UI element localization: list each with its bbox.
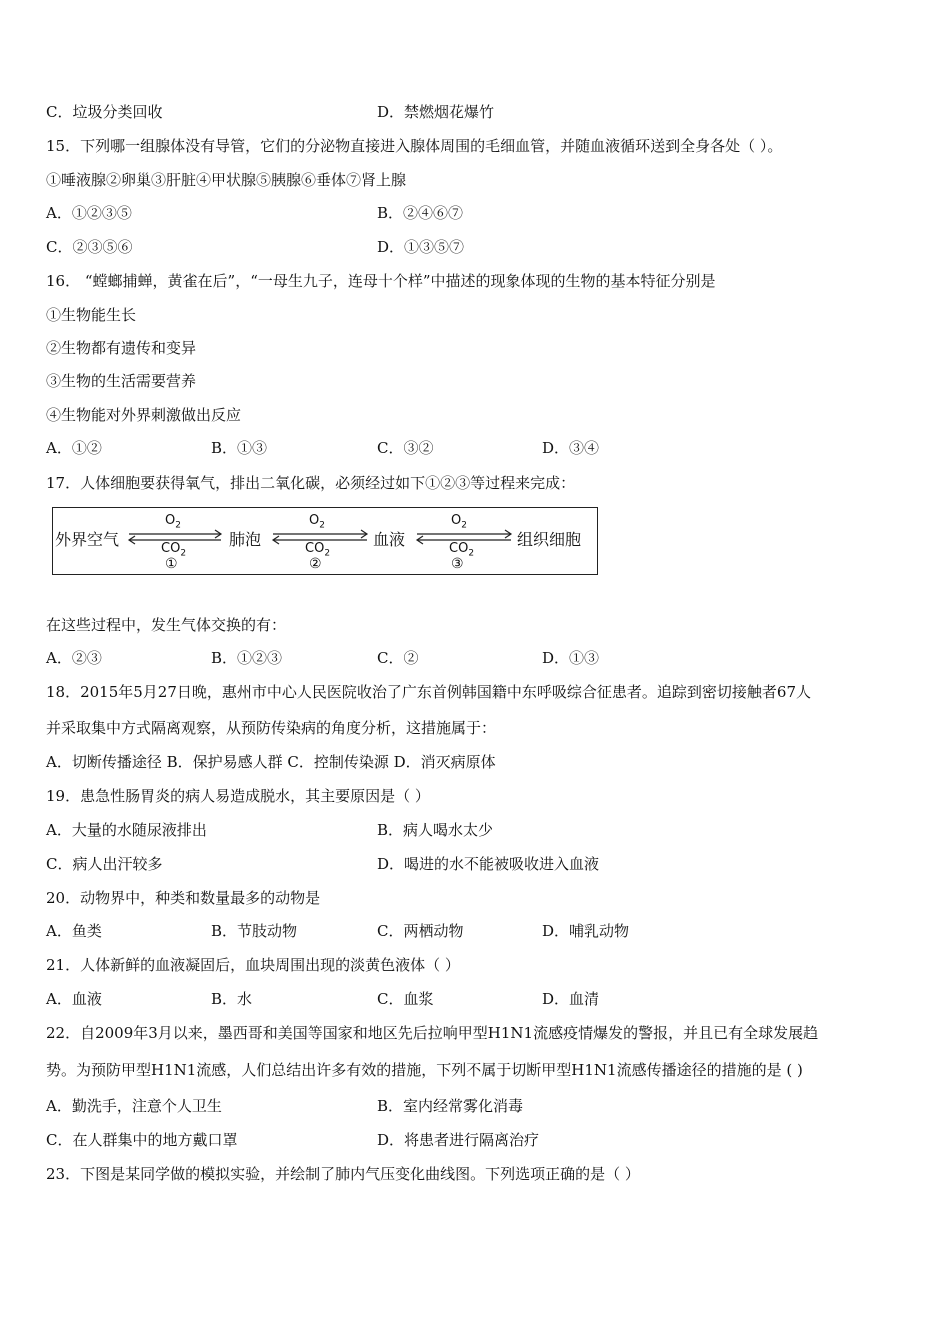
q17-option-c: C．② xyxy=(377,649,419,667)
q17-stem: 17．人体细胞要获得氧气，排出二氧化碳，必须经过如下①②③等过程来完成： xyxy=(46,474,576,492)
q16-option-c: C．③② xyxy=(377,439,434,457)
co2-label-3: $CO_2$ xyxy=(449,541,475,559)
node-outside-air: 外界空气 xyxy=(55,530,120,549)
q15-option-a: A．①②③⑤ xyxy=(46,204,132,222)
q21-stem: 21．人体新鲜的血液凝固后，血块周围出现的淡黄色液体（ ） xyxy=(46,956,460,974)
q15-option-b: B．②④⑥⑦ xyxy=(377,204,464,222)
q22-option-a: A．勤洗手，注意个人卫生 xyxy=(46,1097,222,1115)
q18-options: A．切断传播途径 B．保护易感人群 C．控制传染源 D．消灭病原体 xyxy=(46,753,496,771)
q17-option-d: D．①③ xyxy=(542,649,600,667)
q14-option-d: D．禁燃烟花爆竹 xyxy=(377,103,495,121)
q16-stem: 16． “螳螂捕蝉，黄雀在后”，“一母生九子，连母十个样”中描述的现象体现的生物的基本特征分别是 xyxy=(46,272,716,290)
q20-option-b: B．节肢动物 xyxy=(211,922,298,940)
q16-statement-1: ①生物能生长 xyxy=(46,306,137,324)
q19-option-b: B．病人喝水太少 xyxy=(377,821,494,839)
q17-option-a: A．②③ xyxy=(46,649,102,667)
q21-option-d: D．血清 xyxy=(542,990,600,1008)
q16-option-a: A．①② xyxy=(46,439,102,457)
q21-option-a: A．血液 xyxy=(46,990,102,1008)
co2-label-2: $CO_2$ xyxy=(305,541,331,559)
q15-option-c: C．②③⑤⑥ xyxy=(46,238,133,256)
q20-stem: 20．动物界中，种类和数量最多的动物是 xyxy=(46,889,321,907)
q19-option-a: A．大量的水随尿液排出 xyxy=(46,821,207,839)
node-alveoli: 肺泡 xyxy=(229,530,262,549)
q18-stem-line1: 18．2015年5月27日晚，惠州市中心人民医院收治了广东首例韩国籍中东呼吸综合征患者。追踪到密切接触者67人 xyxy=(46,683,811,701)
step-marker-2: ② xyxy=(309,556,322,572)
q22-option-c: C．在人群集中的地方戴口罩 xyxy=(46,1131,238,1149)
q19-stem: 19．患急性肠胃炎的病人易造成脱水，其主要原因是（ ） xyxy=(46,787,430,805)
q15-option-d: D．①③⑤⑦ xyxy=(377,238,465,256)
q19-option-c: C．病人出汗较多 xyxy=(46,855,163,873)
q19-option-d: D．喝进的水不能被吸收进入血液 xyxy=(377,855,600,873)
q22-option-b: B．室内经常雾化消毒 xyxy=(377,1097,524,1115)
o2-label-2: $O_2$ xyxy=(309,513,325,531)
q20-option-c: C．两栖动物 xyxy=(377,922,464,940)
node-blood: 血液 xyxy=(373,530,406,549)
gas-exchange-diagram xyxy=(52,507,598,575)
q22-stem-line2: 势。为预防甲型H1N1流感，人们总结出许多有效的措施，下列不属于切断甲型H1N1流感传播途径的措施的是 ( ) xyxy=(46,1061,803,1079)
q21-option-b: B．水 xyxy=(211,990,253,1008)
q23-stem: 23．下图是某同学做的模拟实验，并绘制了肺内气压变化曲线图。下列选项正确的是（ ） xyxy=(46,1165,640,1183)
q17-option-b: B．①②③ xyxy=(211,649,283,667)
q18-stem-line2: 并采取集中方式隔离观察，从预防传染病的角度分析，这措施属于： xyxy=(46,719,497,737)
q20-option-a: A．鱼类 xyxy=(46,922,102,940)
node-tissue-cells: 组织细胞 xyxy=(517,530,582,549)
q15-stem: 15．下列哪一组腺体没有导管，它们的分泌物直接进入腺体周围的毛细血管，并随血液循环送到全身各处（ ）。 xyxy=(46,137,783,155)
q22-option-d: D．将患者进行隔离治疗 xyxy=(377,1131,540,1149)
q22-stem-line1: 22．自2009年3月以来，墨西哥和美国等国家和地区先后拉响甲型H1N1流感疫情爆发的警报，并且已有全球发展趋 xyxy=(46,1024,819,1042)
o2-label-1: $O_2$ xyxy=(165,513,181,531)
co2-label-1: $CO_2$ xyxy=(161,541,187,559)
q16-statement-2: ②生物都有遗传和变异 xyxy=(46,339,197,357)
q21-option-c: C．血浆 xyxy=(377,990,434,1008)
q17-follow-up: 在这些过程中，发生气体交换的有： xyxy=(46,616,287,634)
q14-option-c: C．垃圾分类回收 xyxy=(46,103,163,121)
q16-option-b: B．①③ xyxy=(211,439,268,457)
q16-statement-3: ③生物的生活需要营养 xyxy=(46,372,197,390)
q16-statement-4: ④生物能对外界刺激做出反应 xyxy=(46,406,242,424)
step-marker-1: ① xyxy=(165,556,178,572)
q16-option-d: D．③④ xyxy=(542,439,600,457)
q15-list: ①唾液腺②卵巢③肝脏④甲状腺⑤胰腺⑥垂体⑦肾上腺 xyxy=(46,171,407,189)
q20-option-d: D．哺乳动物 xyxy=(542,922,630,940)
o2-label-3: $O_2$ xyxy=(451,513,467,531)
step-marker-3: ③ xyxy=(451,556,464,572)
